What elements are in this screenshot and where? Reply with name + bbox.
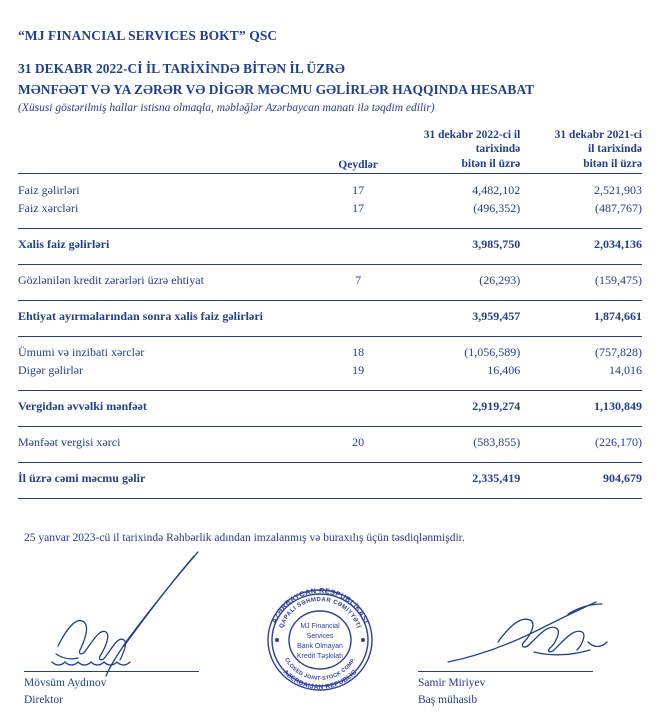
table-row bbox=[18, 272, 642, 290]
row-value-2021: 2,034,136 bbox=[594, 237, 642, 252]
financial-statement-table bbox=[18, 126, 642, 505]
table-spacer bbox=[18, 254, 642, 265]
table-header-row bbox=[18, 126, 642, 173]
header-notes: Qeydlər bbox=[338, 159, 378, 172]
director-signature-line bbox=[24, 671, 199, 672]
row-note bbox=[318, 470, 399, 488]
stamp-center-line4: Kredit Təşkilatı bbox=[296, 652, 344, 660]
report-title-line2: MƏNFƏƏT VƏ YA ZƏRƏR VƏ DİGƏR MƏCMU GƏLİRLƏR HAQQINDA HESABAT bbox=[18, 82, 535, 98]
signature-area bbox=[18, 550, 642, 720]
stamp-inner-top: QAPALI SƏHMDAR CƏMİYYƏTİ bbox=[278, 596, 362, 629]
table-row bbox=[18, 182, 642, 200]
row-value-2021: (487,767) bbox=[595, 201, 642, 216]
row-value-2022: 2,335,419 bbox=[472, 471, 521, 486]
header-year-2021-line3: bitən il üzrə bbox=[583, 157, 642, 170]
stamp-center-line1: MJ Financial bbox=[300, 622, 340, 630]
row-value-2022: 3,959,457 bbox=[472, 309, 521, 324]
row-value-2021: 2,521,903 bbox=[594, 183, 642, 198]
stamp-outer-top: AZƏRBAYCAN RESPUBLİKASI bbox=[269, 585, 371, 625]
row-value-2022: (1,056,589) bbox=[464, 345, 521, 360]
table-spacer bbox=[18, 326, 642, 337]
row-note bbox=[318, 308, 399, 326]
table-rule bbox=[18, 228, 642, 236]
row-note: 17 bbox=[352, 183, 365, 198]
table-body bbox=[18, 182, 642, 506]
company-stamp bbox=[255, 578, 385, 696]
row-value-2021: (159,475) bbox=[595, 273, 642, 288]
table-rule bbox=[18, 462, 642, 470]
approval-note: 25 yanvar 2023-cü il tarixində Rəhbərlik adından imzalanmış və buraxılış üçün təsdiqlənmişdir. bbox=[24, 531, 465, 544]
table-row bbox=[18, 308, 642, 326]
row-value-2022: 2,919,274 bbox=[472, 399, 521, 414]
accountant-title: Baş mühasib bbox=[418, 694, 478, 707]
table-row bbox=[18, 236, 642, 254]
table-rule bbox=[18, 390, 642, 398]
row-label: Digər gəlirlər bbox=[18, 363, 83, 378]
header-year-2022-line3: bitən il üzrə bbox=[461, 157, 521, 170]
row-label: İl üzrə cəmi məcmu gəlir bbox=[18, 471, 146, 486]
row-note bbox=[318, 398, 399, 416]
table-spacer bbox=[18, 488, 642, 499]
row-label: Gözlənilən kredit zərərləri üzrə ehtiyat bbox=[18, 273, 204, 288]
report-title-line1: 31 DEKABR 2022-Cİ İL TARİXİNDƏ BİTƏN İL ÜZRƏ bbox=[18, 61, 345, 76]
row-note: 20 bbox=[352, 435, 365, 450]
table-rule bbox=[18, 336, 642, 344]
table-row bbox=[18, 362, 642, 380]
accountant-name: Samir Miriyev bbox=[418, 677, 486, 690]
row-label: Faiz xərcləri bbox=[18, 201, 79, 216]
director-title: Direktor bbox=[24, 694, 63, 707]
table-rule-bottom bbox=[18, 498, 642, 506]
row-value-2021: (226,170) bbox=[595, 435, 642, 450]
row-value-2022: (496,352) bbox=[473, 201, 521, 216]
header-rule bbox=[18, 173, 642, 182]
company-name: “MJ FINANCIAL SERVICES BOKT” QSC bbox=[18, 28, 278, 43]
row-label: Vergidən əvvəlki mənfəət bbox=[18, 399, 147, 414]
table-spacer bbox=[18, 380, 642, 391]
accountant-signature-mark bbox=[438, 590, 628, 680]
row-value-2022: (26,293) bbox=[479, 273, 521, 288]
table-rule bbox=[18, 426, 642, 434]
table-rule bbox=[18, 264, 642, 272]
table-row bbox=[18, 344, 642, 362]
row-label: Mənfəət vergisi xərci bbox=[18, 435, 121, 450]
table-row bbox=[18, 398, 642, 416]
table-row bbox=[18, 434, 642, 452]
row-value-2022: 16,406 bbox=[487, 363, 521, 378]
director-signature-mark bbox=[48, 550, 228, 690]
row-value-2022: (583,855) bbox=[473, 435, 521, 450]
header-label bbox=[18, 126, 318, 173]
director-signature-block bbox=[24, 671, 199, 710]
header-year-2021-line1: 31 dekabr 2021-ci bbox=[554, 128, 642, 141]
stamp-inner-bottom: CLOSED JOINT-STOCK COMP. bbox=[283, 656, 357, 682]
table-spacer bbox=[18, 218, 642, 229]
row-note: 18 bbox=[352, 345, 365, 360]
accountant-signature-block bbox=[418, 671, 593, 710]
row-value-2021: 14,016 bbox=[609, 363, 642, 378]
header-year-2021-line2: il tarixində bbox=[588, 143, 642, 156]
header-year-2022-line2: tarixində bbox=[475, 143, 521, 156]
row-label: Ümumi və inzibati xərclər bbox=[18, 345, 145, 360]
accountant-signature-line bbox=[418, 671, 593, 672]
table-spacer bbox=[18, 290, 642, 301]
director-name: Mövsüm Aydınov bbox=[24, 677, 107, 690]
stamp-center-line2: Services bbox=[306, 632, 334, 640]
row-value-2021: 1,874,661 bbox=[594, 309, 642, 324]
row-value-2021: (757,828) bbox=[595, 345, 642, 360]
table-spacer bbox=[18, 452, 642, 463]
row-note: 19 bbox=[352, 363, 365, 378]
table-row bbox=[18, 200, 642, 218]
row-value-2021: 1,130,849 bbox=[594, 399, 642, 414]
row-note bbox=[318, 236, 399, 254]
row-label: Faiz gəlirləri bbox=[18, 183, 80, 198]
stamp-center-line3: Bank Olmayan bbox=[297, 642, 343, 650]
row-value-2022: 3,985,750 bbox=[472, 237, 521, 252]
row-value-2021: 904,679 bbox=[603, 471, 642, 486]
row-note: 7 bbox=[355, 273, 362, 288]
row-note: 17 bbox=[352, 201, 365, 216]
row-label: Xalis faiz gəlirləri bbox=[18, 237, 110, 252]
table-spacer bbox=[18, 416, 642, 427]
header-year-2021 bbox=[520, 126, 642, 173]
header-year-2022-line1: 31 dekabr 2022-ci il bbox=[423, 128, 521, 141]
row-value-2022: 4,482,102 bbox=[472, 183, 521, 198]
stamp-outer-bottom: AZERBAIJAN REPUBLIC bbox=[281, 668, 359, 691]
report-subtitle: (Xüsusi göstərilmiş hallar istisna olmaqla, məbləğlər Azərbaycan manatı ilə təqdim edilir) bbox=[18, 102, 435, 115]
table-row bbox=[18, 470, 642, 488]
row-label: Ehtiyat ayırmalarından sonra xalis faiz gəlirləri bbox=[18, 309, 263, 324]
header-year-2022 bbox=[399, 126, 521, 173]
table-rule bbox=[18, 300, 642, 308]
